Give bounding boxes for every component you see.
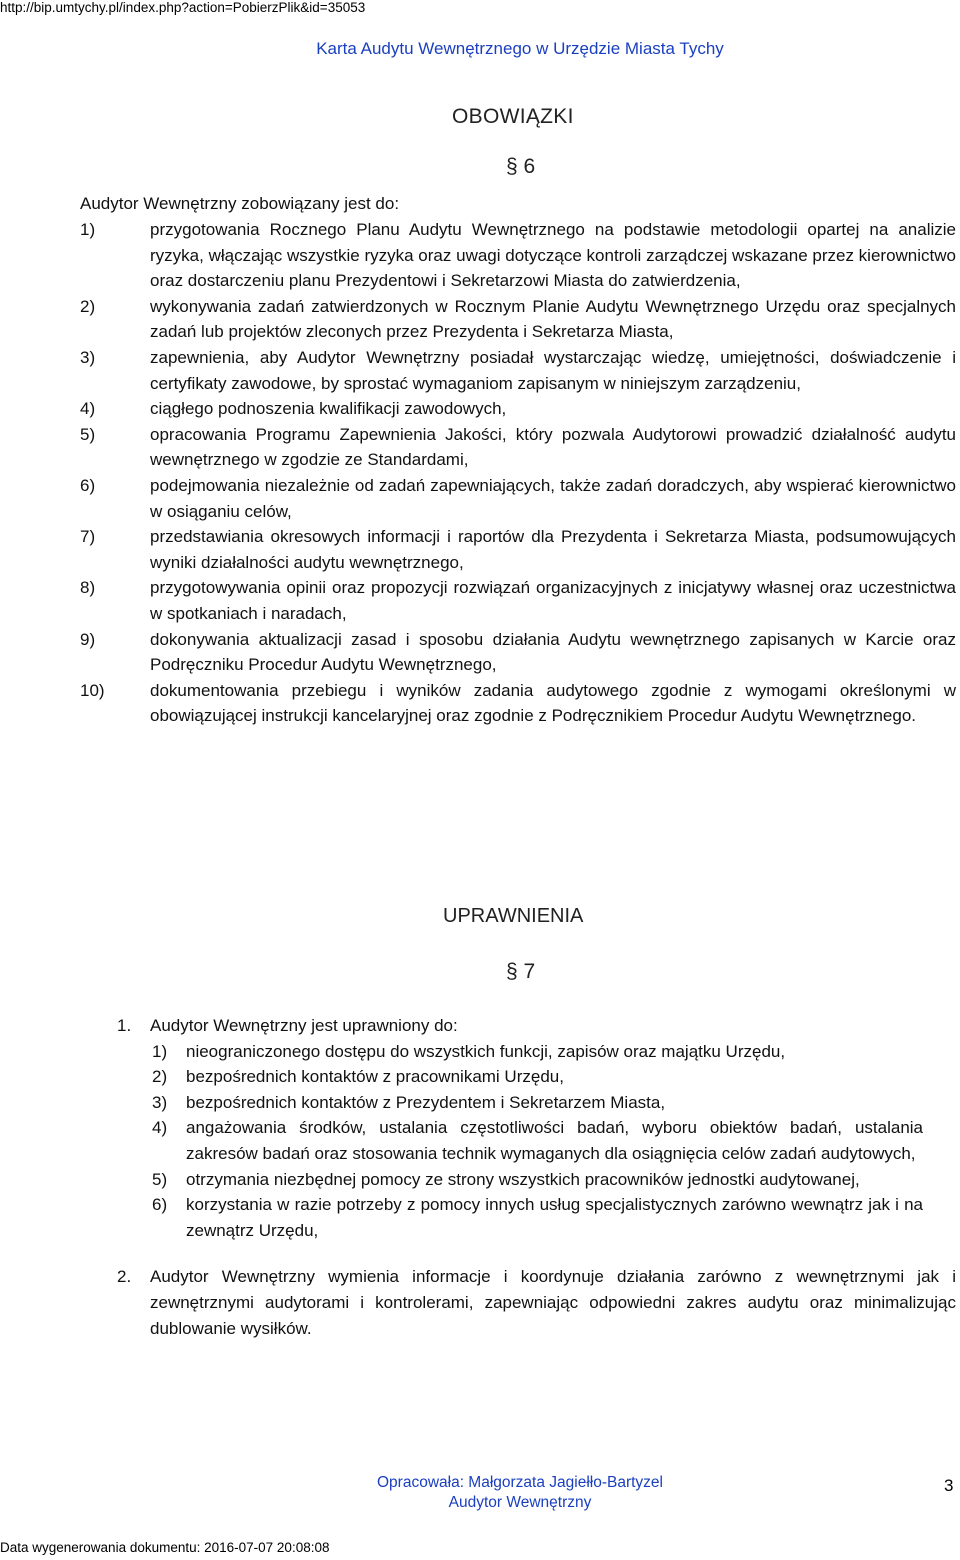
list-item: [80, 524, 956, 575]
item-text: bezpośrednich kontaktów z Prezydentem i Sekretarzem Miasta,: [186, 1092, 666, 1112]
item-number: 5): [80, 424, 96, 444]
item-text: ciągłego podnoszenia kwalifikacji zawodowych,: [150, 399, 507, 419]
item-number: 7): [80, 527, 96, 547]
item-number: 8): [80, 578, 96, 598]
item-number: 6): [80, 475, 96, 495]
generation-date: Data wygenerowania dokumentu: 2016-07-07 20:08:08: [0, 1540, 330, 1555]
item-text: przygotowywania opinii oraz propozycji rozwiązań organizacyjnych z inicjatywy własnej oraz uczestnictwa w spotkaniach i naradach,: [150, 578, 956, 623]
point-text: Audytor Wewnętrzny jest uprawniony do:: [150, 1016, 458, 1035]
item-number: 1): [80, 220, 96, 239]
list-item: [84, 1192, 923, 1243]
author-name: Opracowała: Małgorzata Jagiełło-Bartyzel: [376, 1474, 664, 1491]
point-number: 1.: [117, 1016, 132, 1035]
rights-sublist-container: [117, 1039, 956, 1244]
rights-point-1: [117, 1013, 956, 1039]
list-item: [84, 1039, 923, 1065]
source-url: http://bip.umtychy.pl/index.php?action=PobierzPlik&id=35053: [0, 0, 366, 15]
item-number: 2): [80, 296, 96, 316]
item-text: przedstawiania okresowych informacji i raportów dla Prezydenta i Sekretarza Miasta, podsumowujących wyniki działalności audytu wewnętrznego,: [150, 527, 956, 572]
list-item: [80, 345, 956, 396]
item-text: angażowania środków, ustalania częstotliwości badań, wyboru obiektów badań, ustalania zakresów badań oraz stosowania technik wymaganych dla osiągnięcia celów zadań audytowych,: [186, 1118, 923, 1163]
list-item: [80, 217, 956, 294]
item-number: 1): [152, 1041, 168, 1061]
list-item: [80, 678, 956, 729]
list-item: [80, 627, 956, 678]
list-item: [84, 1064, 923, 1090]
list-item: [84, 1090, 923, 1116]
page-number: 3: [944, 1476, 954, 1495]
item-number: 10): [80, 680, 105, 700]
paragraph-number-7: § 7: [506, 960, 536, 983]
item-number: 6): [152, 1195, 168, 1215]
list-item: [84, 1115, 923, 1166]
list-item: [80, 422, 956, 473]
rights-sublist: [84, 1039, 923, 1244]
item-text: dokumentowania przebiegu i wyników zadania audytowego zgodnie z wymogami określonymi w obowiązującej instrukcji kancelaryjnej oraz zgodnie z Podręcznikiem Procedur Audytu Wewnętrznego.: [150, 680, 956, 726]
item-number: 4): [152, 1118, 168, 1138]
item-text: korzystania w razie potrzeby z pomocy innych usług specjalistycznych zarówno wewnątrz jak i na zewnątrz Urzędu,: [186, 1195, 923, 1240]
item-number: 2): [152, 1067, 168, 1087]
item-text: nieograniczonego dostępu do wszystkich funkcji, zapisów oraz majątku Urzędu,: [186, 1041, 786, 1061]
rights-point-2: [117, 1264, 956, 1341]
footer-author: [0, 1473, 960, 1513]
section-heading-obowiazki: OBOWIĄZKI: [452, 105, 574, 128]
list-item: [80, 473, 956, 524]
item-number: 3): [80, 347, 96, 367]
document-header-title: Karta Audytu Wewnętrznego w Urzędzie Miasta Tychy: [316, 39, 724, 58]
item-number: 5): [152, 1169, 168, 1189]
item-text: przygotowania Rocznego Planu Audytu Wewnętrznego na podstawie metodologii opartej na analizie ryzyka, włączając wszystkie ryzyka oraz uwagi dotyczące kontroli zarządczej wskazane przez kierownictwo oraz dostarczeniu planu Prezydentowi i Sekretarzowi Miasta do zatwierdzenia,: [150, 220, 956, 291]
section-heading-uprawnienia: UPRAWNIENIA: [443, 905, 584, 927]
point-text: Audytor Wewnętrzny wymienia informacje i koordynuje działania zarówno z wewnętrznymi jak i zewnętrznymi audytorami i kontrolerami, zapewniając odpowiedni zakres audytu oraz minimalizując dublowanie wysiłków.: [150, 1267, 956, 1338]
rights-list: [117, 1013, 956, 1341]
item-text: otrzymania niezbędnej pomocy ze strony wszystkich pracowników jednostki audytowanej,: [186, 1169, 860, 1189]
item-number: 9): [80, 629, 96, 649]
paragraph-number-6: § 6: [506, 155, 536, 178]
list-item: [84, 1167, 923, 1193]
item-number: 3): [152, 1092, 168, 1112]
list-item: [80, 294, 956, 345]
point-number: 2.: [117, 1267, 132, 1287]
item-text: opracowania Programu Zapewnienia Jakości, który pozwala Audytorowi prowadzić działalność audytu wewnętrznego w zgodzie ze Standardami,: [150, 424, 956, 470]
obligations-list: [80, 217, 956, 729]
item-text: bezpośrednich kontaktów z pracownikami Urzędu,: [186, 1067, 564, 1087]
item-text: podejmowania niezależnie od zadań zapewniających, także zadań doradczych, aby wspierać kierownictwo w osiąganiu celów,: [150, 475, 956, 521]
list-item: [80, 575, 956, 626]
item-text: zapewnienia, aby Audytor Wewnętrzny posiadał wystarczając wiedzę, umiejętności, doświadczenie i certyfikaty zawodowe, by sprostać wymaganiom zapisanym w niniejszym zarządzeniu,: [150, 347, 956, 393]
item-number: 4): [80, 399, 96, 419]
author-role: Audytor Wewnętrzny: [448, 1494, 592, 1511]
list-item: [80, 396, 956, 422]
item-text: dokonywania aktualizacji zasad i sposobu działania Audytu wewnętrznego zapisanych w Karcie oraz Podręczniku Procedur Audytu Wewnętrznego,: [150, 629, 956, 675]
section1-intro: Audytor Wewnętrzny zobowiązany jest do:: [80, 194, 400, 213]
item-text: wykonywania zadań zatwierdzonych w Rocznym Planie Audytu Wewnętrznego Urzędu oraz specjalnych zadań lub projektów zleconych przez Prezydenta i Sekretarza Miasta,: [150, 296, 956, 342]
